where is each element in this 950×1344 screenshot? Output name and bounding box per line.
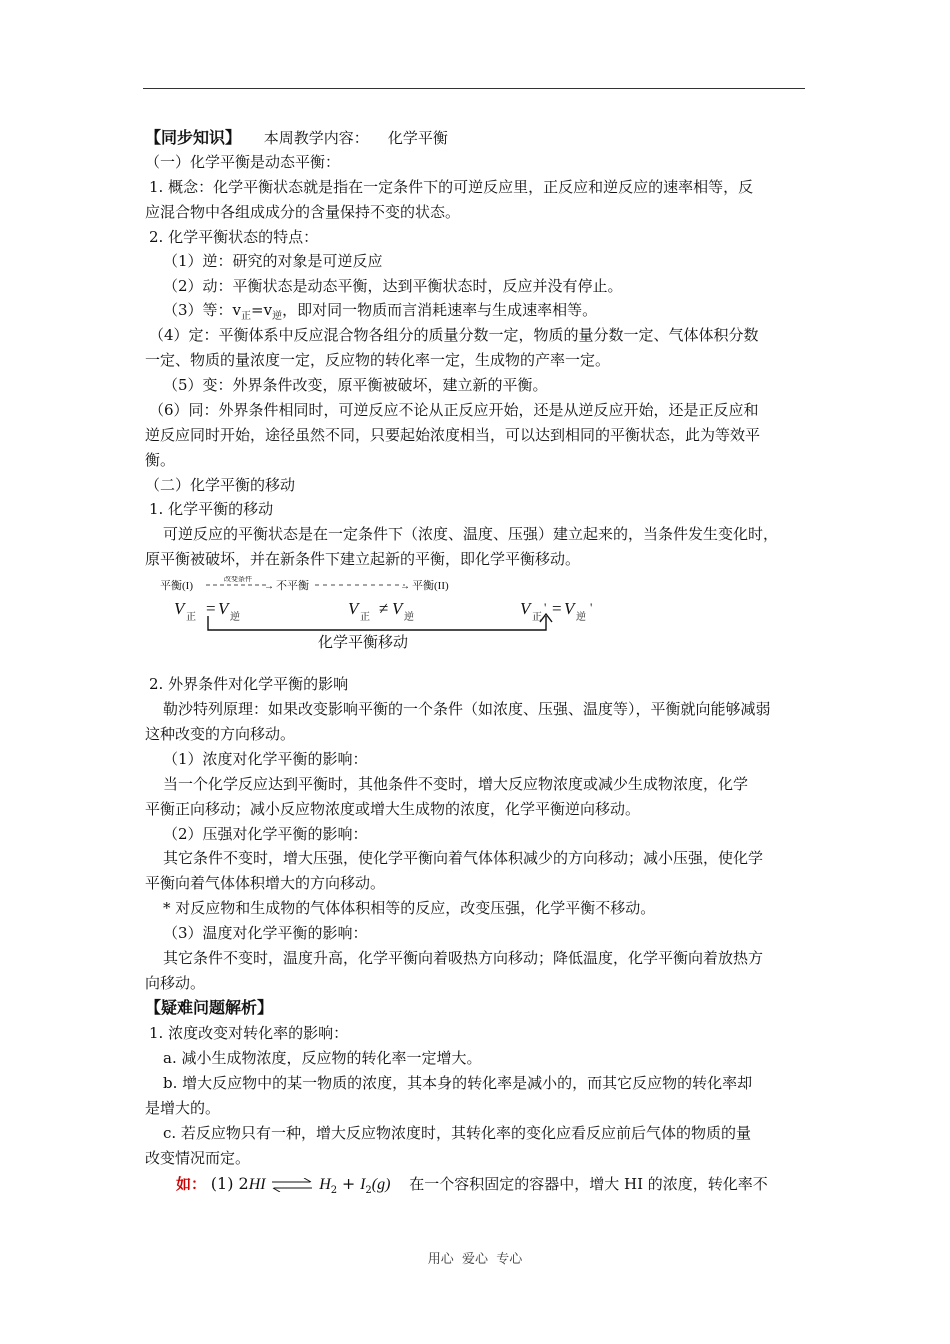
heading-bracket: 【同步知识】 (145, 128, 242, 147)
text-line: （1）逆：研究的对象是可逆反应 (163, 252, 383, 270)
text-line: （二）化学平衡的移动 (145, 476, 296, 494)
subscript: 2 (330, 1185, 338, 1196)
example-label: 如： (176, 1175, 207, 1193)
text-line: 2. 外界条件对化学平衡的影响 (149, 675, 349, 693)
condition-change-label: 改变条件 (224, 576, 252, 583)
shift-caption: 化学平衡移动 (318, 633, 409, 651)
arrow-head: → (264, 581, 274, 592)
text-line: 原平衡被破坏，并在新条件下建立起新的平衡，即化学平衡移动。 (145, 550, 581, 568)
text-line: 勒沙特列原理：如果改变影响平衡的一个条件（如浓度、压强、温度等），平衡就向能够减弱 (163, 700, 771, 718)
text-line: 可逆反应的平衡状态是在一定条件下（浓度、温度、压强）建立起来的，当条件发生变化时， (163, 525, 779, 543)
subscript: 逆 (272, 311, 283, 322)
reversible-arrow-icon (270, 1178, 314, 1192)
text-part: （3）等：v (163, 301, 242, 319)
text-line: 一定、物质的量浓度一定，反应物的转化率一定，生成物的产率一定。 (145, 351, 611, 369)
text-line: b. 增大反应物中的某一物质的浓度，其本身的转化率是减小的，而其它反应物的转化率却 (163, 1074, 753, 1092)
text-line: （3）温度对化学平衡的影响： (163, 924, 368, 942)
subscript-forward: 正 (186, 612, 196, 623)
text-line: 1. 化学平衡的移动 (149, 500, 274, 518)
heading-content: 本周教学内容： 化学平衡 (263, 129, 448, 147)
text-line: 应混合物中各组成成分的含量保持不变的状态。 (145, 203, 461, 221)
equation-hi: HI (248, 1176, 266, 1193)
equation-i: I (360, 1176, 366, 1193)
prime-mark: ' (544, 600, 547, 615)
text-line: （2）压强对化学平衡的影响： (163, 825, 368, 843)
subscript-reverse: 逆 (230, 612, 240, 623)
subscript: 2 (365, 1185, 372, 1196)
equals-sign: = (552, 599, 562, 618)
velocity-symbol: V (564, 599, 575, 618)
text-line: 逆反应同时开始，途径虽然不同，只要起始浓度相当，可以达到相同的平衡状态，此为等效平 (145, 426, 761, 444)
text-line: 1. 概念：化学平衡状态就是指在一定条件下的可逆反应里，正反应和逆反应的速率相等，反 (149, 178, 754, 196)
text-line: 其它条件不变时，增大压强，使化学平衡向着气体体积减少的方向移动；减小压强，使化学 (163, 849, 764, 867)
velocity-symbol: V (174, 599, 185, 618)
prime-mark: ' (590, 600, 593, 615)
equation-gas: (g) (371, 1176, 391, 1193)
velocity-symbol: V (520, 599, 531, 618)
equation-h: H (319, 1176, 331, 1193)
subscript: 正 (241, 311, 252, 322)
section-heading-analysis: 【疑难问题解析】 (145, 998, 274, 1017)
text-line: a. 减小生成物浓度，反应物的转化率一定增大。 (163, 1049, 482, 1067)
text-line: （4）定：平衡体系中反应混合物各组分的质量分数一定，物质的量分数一定、气体体积分数 (149, 326, 759, 344)
text-line: 向移动。 (145, 974, 206, 992)
text-line: 平衡向着气体体积增大的方向移动。 (145, 874, 386, 892)
text-line: （1）浓度对化学平衡的影响： (163, 750, 368, 768)
state-3-label: 平衡(II) (412, 580, 449, 592)
page-footer: 用心 爱心 专心 (427, 1252, 523, 1267)
velocity-symbol: V (392, 599, 403, 618)
text-line: （一）化学平衡是动态平衡： (145, 153, 341, 171)
header-rule (143, 88, 805, 89)
subscript-reverse: 逆 (404, 612, 414, 623)
velocity-symbol: V (218, 599, 229, 618)
text-line: （6）同：外界条件相同时，可逆反应不论从正反应开始，还是从逆反应开始，还是正反应和 (149, 401, 759, 419)
not-equal-sign: ≠ (379, 599, 389, 618)
state-2-label: 不平衡 (276, 580, 309, 592)
section-heading-sync (145, 126, 810, 150)
shift-bracket (208, 616, 546, 630)
text-line: c. 若反应物只有一种，增大反应物浓度时，其转化率的变化应看反应前后气体的物质的量 (163, 1124, 751, 1142)
arrow-head: → (400, 581, 410, 592)
equation-number: (1) 2 (210, 1174, 249, 1193)
text-line: （5）变：外界条件改变，原平衡被破坏，建立新的平衡。 (163, 376, 548, 394)
equilibrium-shift-diagram (160, 576, 630, 656)
equals-sign: = (206, 599, 216, 618)
subscript-forward: 正 (532, 612, 542, 623)
text-line: 2. 化学平衡状态的特点： (149, 228, 319, 246)
text-line: 其它条件不变时，温度升高，化学平衡向着吸热方向移动；降低温度，化学平衡向着放热方 (163, 949, 764, 967)
subscript-forward: 正 (360, 612, 370, 623)
text-line: 衡。 (145, 451, 176, 469)
velocity-symbol: V (348, 599, 359, 618)
text-part: 在一个容积固定的容器中，增大 HI 的浓度，转化率不 (409, 1175, 768, 1193)
text-line: 平衡正向移动；减小反应物浓度或增大生成物的浓度，化学平衡逆向移动。 (145, 800, 641, 818)
text-line: 是增大的。 (145, 1099, 221, 1117)
text-line: 1. 浓度改变对转化率的影响： (149, 1024, 349, 1042)
text-line: 这种改变的方向移动。 (145, 725, 296, 743)
text-line: 当一个化学反应达到平衡时，其他条件不变时，增大反应物浓度或减少生成物浓度，化学 (163, 775, 749, 793)
text-line: （2）动：平衡状态是动态平衡，达到平衡状态时，反应并没有停止。 (163, 277, 623, 295)
example-line (176, 1172, 810, 1203)
plus-sign: + (341, 1174, 356, 1193)
text-line: 改变情况而定。 (145, 1149, 251, 1167)
subscript-reverse: 逆 (576, 612, 586, 623)
text-line: * 对反应物和生成物的气体体积相等的反应，改变压强，化学平衡不移动。 (163, 899, 656, 917)
state-1-label: 平衡(I) (160, 580, 193, 592)
text-part: ，即对同一物质而言消耗速率与生成速率相等。 (282, 301, 598, 319)
text-part: =v (251, 301, 273, 319)
